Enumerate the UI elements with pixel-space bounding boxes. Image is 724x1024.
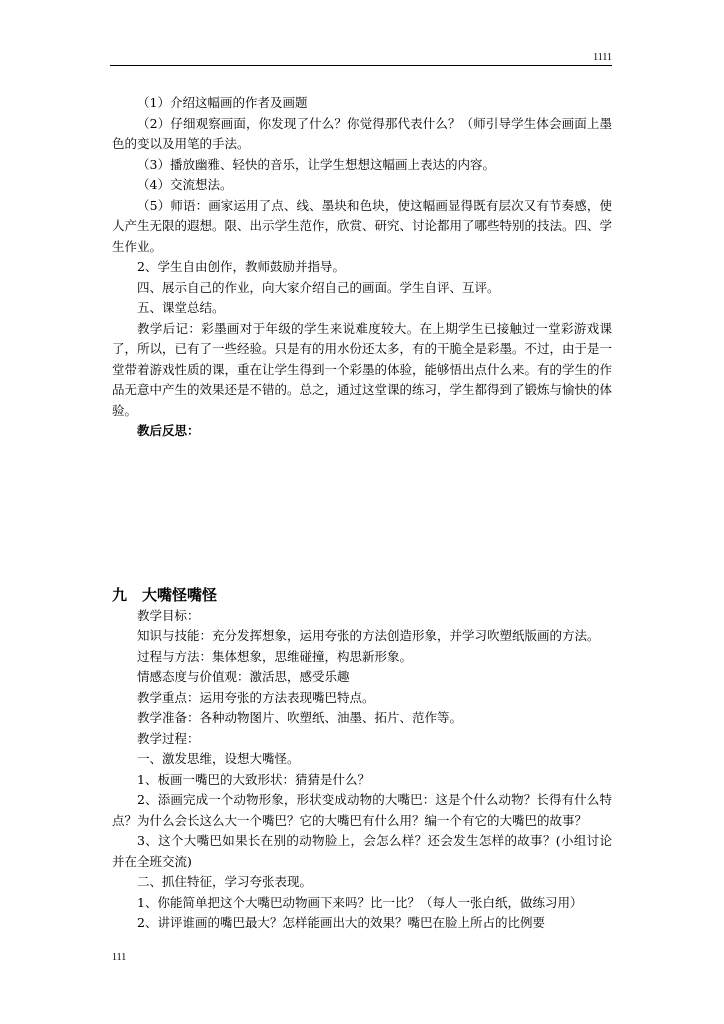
- paragraph: （1）介绍这幅画的作者及画题: [137, 95, 308, 110]
- paragraph: 1、你能简单把这个大嘴巴动物画下来吗？比一比？（每人一张白纸，做练习用）: [137, 894, 583, 910]
- paragraph: （4）交流想法。: [137, 177, 233, 192]
- document-body: [112, 93, 612, 934]
- paragraph: 四、展示自己的作业，向大家介绍自己的画面。学生自评、互评。: [137, 279, 500, 295]
- paragraph: 教学过程：: [137, 730, 200, 746]
- paragraph: 2、讲评谁画的嘴巴最大？怎样能画出大的效果？嘴巴在脸上所占的比例要: [137, 915, 545, 930]
- paragraph: （3）播放幽雅、轻快的音乐，让学生想想这幅画上表达的内容。: [137, 156, 495, 172]
- paragraph: 教学准备：各种动物图片、吹塑纸、油墨、拓片、范作等。: [137, 710, 463, 725]
- paragraph: 教学目标：: [137, 607, 200, 623]
- paragraph: 2、学生自由创作，教师鼓励并指导。: [137, 259, 345, 274]
- paragraph: 1、板画一嘴巴的大致形状：猜猜是什么？: [137, 771, 370, 787]
- paragraph: 2、添画完成一个动物形象，形状变成动物的大嘴巴：这是个什么动物？长得有什么特点？为什么会长这么大一个嘴巴？它的大嘴巴有什么用？编一个有它的大嘴巴的故事？: [112, 792, 612, 828]
- footer-page-number: 111: [112, 952, 127, 963]
- paragraph: 一、激发思维，设想大嘴怪。: [137, 751, 300, 766]
- paragraph: （2）仔细观察画面，你发现了什么？你觉得那代表什么？（师引导学生体会画面上墨色的变以及用笔的手法。: [112, 115, 612, 151]
- header-rule: [110, 65, 612, 66]
- paragraph: 五、课堂总结。: [137, 300, 225, 315]
- reflection-label: 教后反思：: [137, 423, 200, 438]
- teaching-postscript: 教学后记：彩墨画对于年级的学生来说难度较大。在上期学生已接触过一堂彩游戏课了，所以，已有了一些经验。只是有的用水份还太多，有的干脆全是彩墨。不过，由于是一堂带着游戏性质的课，重在让学生得到一个彩墨的体验，能够悟出点什么来。有的学生的作品无意中产生的效果还是不错的。总之，通过这堂课的练习，学生都得到了锻炼与愉快的体验。: [112, 320, 613, 418]
- paragraph: 教学重点：运用夸张的方法表现嘴巴特点。: [137, 689, 375, 705]
- header-page-code: 1111: [593, 52, 612, 63]
- paragraph: （5）师语：画家运用了点、线、墨块和色块，使这幅画显得既有层次又有节奏感，使人产生无限的遐想。限、出示学生范作，欣赏、研究、讨论都用了哪些特别的技法。四、学生作业。: [112, 197, 613, 254]
- paragraph: 二、抓住特征，学习夸张表现。: [137, 874, 313, 889]
- paragraph: 情感态度与价值观：激活思，感受乐趣: [137, 669, 350, 684]
- blank-space: [112, 442, 612, 584]
- paragraph: 过程与方法：集体想象，思维碰撞，构思新形象。: [137, 648, 413, 664]
- paragraph: 知识与技能：充分发挥想象，运用夸张的方法创造形象，并学习吹塑纸版画的方法。: [137, 628, 600, 643]
- lesson-title: 九 大嘴怪嘴怪: [112, 585, 218, 604]
- paragraph: 3、这个大嘴巴如果长在别的动物脸上，会怎么样？还会发生怎样的故事？(小组讨论并在全班交流): [112, 833, 612, 869]
